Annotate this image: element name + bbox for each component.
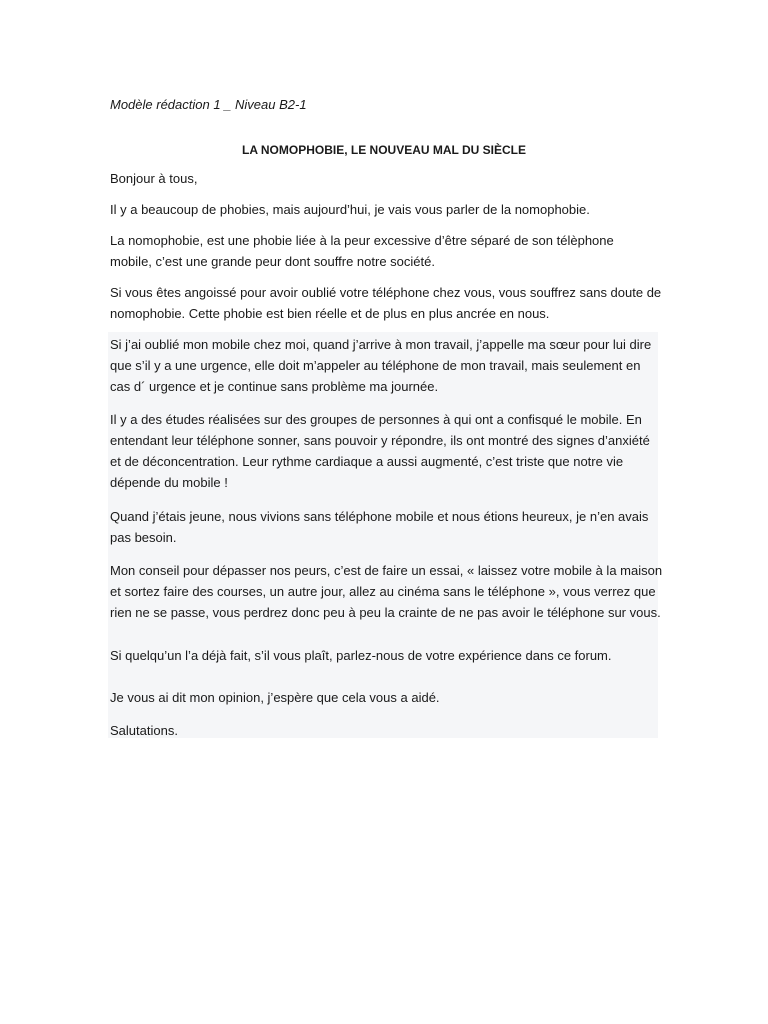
paragraph-line: entendant leur téléphone sonner, sans pouvoir y répondre, ils ont montré des signes d’anxiété (110, 433, 650, 448)
paragraph-line: Si quelqu’un l’a déjà fait, s’il vous plaît, parlez-nous de votre expérience dans ce forum. (110, 648, 612, 663)
paragraph-line: Si j’ai oublié mon mobile chez moi, quand j’arrive à mon travail, j’appelle ma sœur pour lui dire (110, 337, 652, 352)
paragraph-line: nomophobie. Cette phobie est bien réelle et de plus en plus ancrée en nous. (110, 306, 550, 321)
closing: Salutations. (110, 723, 178, 738)
paragraph-line: cas d´ urgence et je continue sans problème ma journée. (110, 379, 439, 394)
document-subtitle: Modèle rédaction 1 _ Niveau B2-1 (110, 97, 307, 112)
paragraph-line: Je vous ai dit mon opinion, j’espère que cela vous a aidé. (110, 690, 440, 705)
paragraph-line: et sortez faire des courses, un autre jour, allez au cinéma sans le téléphone », vous verrez que (110, 584, 656, 599)
paragraph-line: que s’il y a une urgence, elle doit m’appeler au téléphone de mon travail, mais seulement en (110, 358, 641, 373)
paragraph-line: pas besoin. (110, 530, 177, 545)
paragraph-line: et de déconcentration. Leur rythme cardiaque a aussi augmenté, c’est triste que notre vie (110, 454, 624, 469)
paragraph-line: Mon conseil pour dépasser nos peurs, c’est de faire un essai, « laissez votre mobile à la maison (110, 563, 663, 578)
paragraph-line: rien ne se passe, vous perdrez donc peu à peu la crainte de ne pas avoir le téléphone sur vous. (110, 605, 661, 620)
greeting: Bonjour à tous, (110, 171, 198, 186)
paragraph-line: Si vous êtes angoissé pour avoir oublié votre téléphone chez vous, vous souffrez sans doute de (110, 285, 662, 300)
paragraph-line: Il y a des études réalisées sur des groupes de personnes à qui ont a confisqué le mobile. En (110, 412, 642, 427)
paragraph-line: Il y a beaucoup de phobies, mais aujourd’hui, je vais vous parler de la nomophobie. (110, 202, 590, 217)
paragraph-line: dépende du mobile ! (110, 475, 228, 490)
paragraph-line: La nomophobie, est une phobie liée à la peur excessive d’être séparé de son télèphone (110, 233, 614, 248)
document-title: LA NOMOPHOBIE, LE NOUVEAU MAL DU SIÈCLE (241, 143, 526, 157)
paragraph-line: Quand j’étais jeune, nous vivions sans téléphone mobile et nous étions heureux, je n’en avais (110, 509, 649, 524)
paragraph-line: mobile, c’est une grande peur dont souffre notre société. (110, 254, 435, 269)
